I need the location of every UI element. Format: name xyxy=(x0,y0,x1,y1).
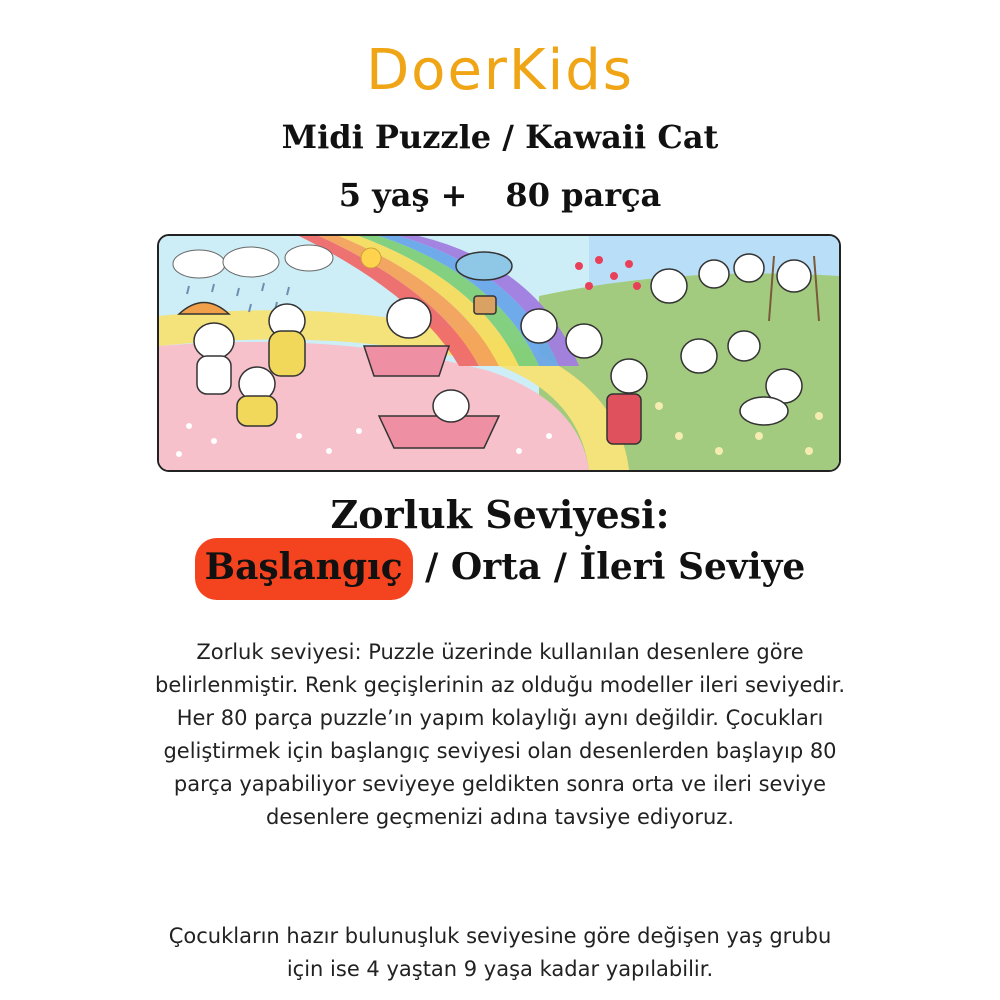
kawaii-cats-puzzle-illustration xyxy=(159,236,839,470)
product-specs xyxy=(0,176,1000,214)
level-separator: / xyxy=(425,546,439,588)
brand-logo: DoerKids xyxy=(366,38,634,103)
difficulty-levels xyxy=(0,538,1000,600)
description-paragraph-1: Zorluk seviyesi: Puzzle üzerinde kullanılan desenlere göre belirlenmiştir. Renk geçişlerinin az olduğu modeller ileri seviyedir. Her 80 parça puzzle’ın yapım kolaylığı aynı değildir. Çocukları geliştirmek için başlangıç seviyesi olan desenlerden başlayıp 80 parça yapabiliyor seviyeye geldikten sonra orta ve ileri seviye desenlere geçmenizi adına tavsiye ediyoruz. xyxy=(154,640,846,829)
difficulty-title: Zorluk Seviyesi: xyxy=(330,492,670,537)
level-advanced: İleri Seviye xyxy=(579,546,806,588)
level-intermediate: Orta xyxy=(450,546,542,588)
puzzle-image xyxy=(157,234,841,472)
description-paragraph-2: Çocukların hazır bulunuşluk seviyesine göre değişen yaş grubu için ise 4 yaştan 9 yaşa kadar yapılabilir. xyxy=(168,924,832,981)
level-separator: / xyxy=(553,546,567,588)
pieces-label: 80 parça xyxy=(505,176,662,214)
age-label: 5 yaş + xyxy=(338,176,468,214)
product-line: Midi Puzzle / Kawaii Cat xyxy=(281,118,719,156)
level-beginner-highlight: Başlangıç xyxy=(195,538,413,600)
